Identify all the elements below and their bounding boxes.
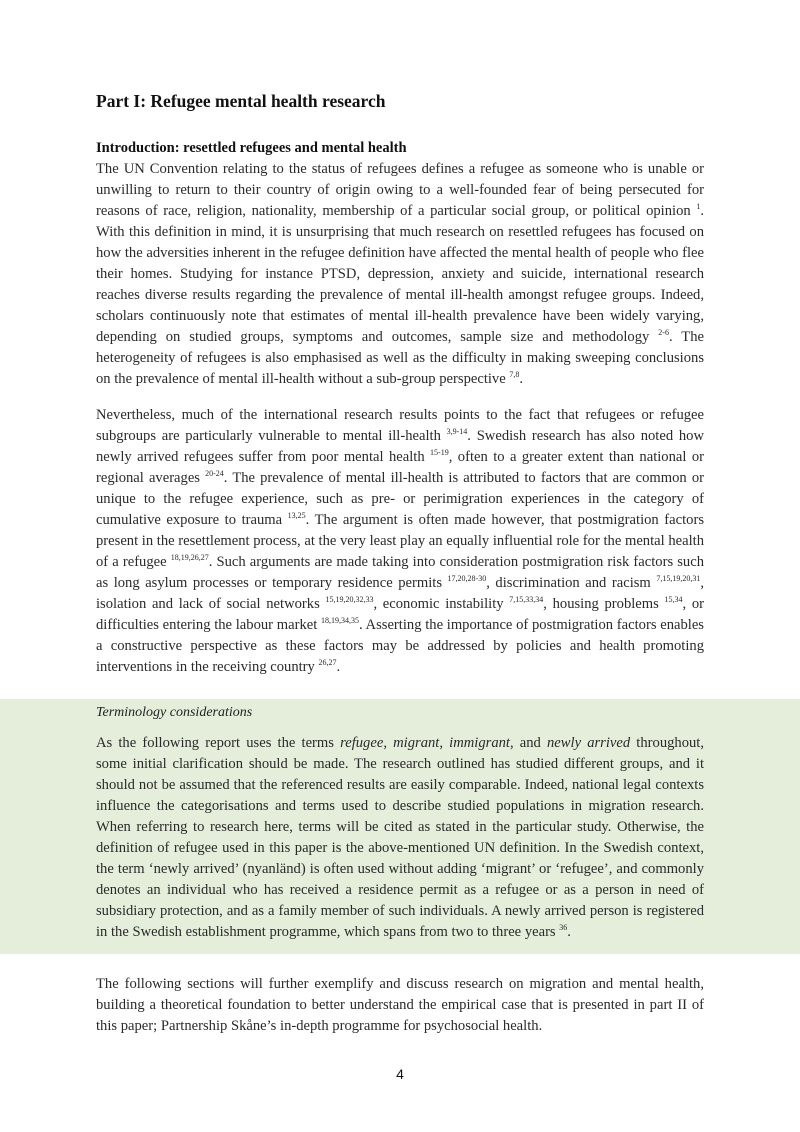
section-heading: Introduction: resettled refugees and mental health bbox=[96, 140, 407, 156]
emphasized-term: immigrant bbox=[449, 735, 510, 751]
citation-ref: 36 bbox=[559, 923, 568, 933]
citation-ref: 20-24 bbox=[205, 469, 224, 479]
emphasized-term: refugee bbox=[340, 735, 384, 751]
terminology-box-text: As the following report uses the terms refugee, migrant, immigrant, and newly arrived throughout, some initial clarification should be made. The research outlined has studied different groups, and it should not be assumed that the referenced results are easily comparable. Indeed, national legal contexts influence the categorisations and terms used to describe studied populations in migration research. When referring to research here, terms will be cited as stated in the particular study. Otherwise, the definition of refugee used in this paper is the above-mentioned UN definition. In the Swedish context, the term ‘newly arrived’ (nyanländ) is often used without adding ‘migrant’ or ‘refugee’, and commonly denotes an individual who has received a residence permit as a refugee or as a person in need of subsidiary protection, and as a family member of such individuals. A newly arrived person is registered in the Swedish establishment programme, which spans from two to three years $^{36}$. bbox=[96, 735, 705, 940]
emphasized-term: migrant bbox=[393, 735, 440, 751]
emphasized-term: newly arrived bbox=[547, 735, 631, 751]
closing-paragraph: The following sections will further exemplify and discuss research on migration and mental health, building a theoretical foundation to better understand the empirical case that is presented in part II of this paper; Partnership Skåne’s in-depth programme for psychosocial health. bbox=[96, 976, 704, 1034]
citation-ref: 15,34 bbox=[664, 595, 683, 605]
terminology-box-title: Terminology considerations bbox=[96, 705, 253, 720]
citation-ref: 15-19 bbox=[430, 448, 449, 458]
citation-ref: 17,20,28-30 bbox=[447, 574, 487, 584]
citation-ref: 3,9-14 bbox=[446, 427, 468, 437]
citation-ref: 13,25 bbox=[287, 511, 306, 521]
citation-ref: 15,19,20,32,33 bbox=[325, 595, 374, 605]
citation-ref: 18,19,26,27 bbox=[170, 553, 209, 563]
citation-ref: 2-6 bbox=[658, 328, 669, 338]
part-title: Part I: Refugee mental health research bbox=[96, 91, 386, 111]
intro-paragraph-1: The UN Convention relating to the status of refugees defines a refugee as someone who is unable or unwilling to return to their country of origin owing to a well-founded fear of being persecuted for reasons of race, religion, nationality, membership of a particular social group, or political opinion $^1$. With this definition in mind, it is unsurprising that much research on resettled refugees has focused on how the adversities inherent in the refugee definition have affected the mental health of people who flee their homes. Studying for instance PTSD, depression, anxiety and suicide, international research reaches diverse results regarding the prevalence of mental ill-health amongst refugee groups. Indeed, scholars continuously note that estimates of mental ill-health prevalence have been widely varying, depending on studied groups, symptoms and outcomes, sample size and methodology $^{2-6}$. The heterogeneity of refugees is also emphasised as well as the difficulty in making sweeping conclusions on the prevalence of mental ill-health without a sub-group perspective $^{7,8}$. bbox=[96, 161, 704, 387]
intro-paragraph-2: Nevertheless, much of the international research results points to the fact that refugees or refugee subgroups are particularly vulnerable to mental ill-health $^{3,9-14}$. Swedish research has also noted how newly arrived refugees suffer from poor mental health $^{15-19}$, often to a greater extent than national or regional averages $^{20-24}$. The prevalence of mental ill-health is attributed to factors that are common or unique to the refugee experience, such as pre- or perimigration experiences in the category of cumulative exposure to trauma $^{13,25}$. The argument is often made however, that postmigration factors present in the resettlement process, at the very least play an equally influential role for the mental health of a refugee $^{18,19,26,27}$. Such arguments are made taking into consideration postmigration risk factors such as long asylum processes or temporary residence permits $^{17,20,28-30}$, discrimination and racism $^{7,15,19,20,31}$, isolation and lack of social networks $^{15,19,20,32,33}$, economic instability $^{7,15,33,34}$, housing problems $^{15,34}$, or difficulties entering the labour market $^{18,19,34,35}$. Asserting the importance of postmigration factors enables a constructive perspective as these factors may be addressed by policies and health promoting interventions in the receiving country $^{26,27}$. bbox=[96, 407, 705, 675]
citation-ref: 18,19,34,35 bbox=[321, 616, 359, 626]
page-number: 4 bbox=[396, 1066, 404, 1082]
citation-ref: 1 bbox=[696, 202, 701, 212]
citation-ref: 26,27 bbox=[318, 658, 337, 668]
citation-ref: 7,15,33,34 bbox=[509, 595, 544, 605]
citation-ref: 7,15,19,20,31 bbox=[656, 574, 701, 584]
citation-ref: 7,8 bbox=[509, 370, 520, 380]
